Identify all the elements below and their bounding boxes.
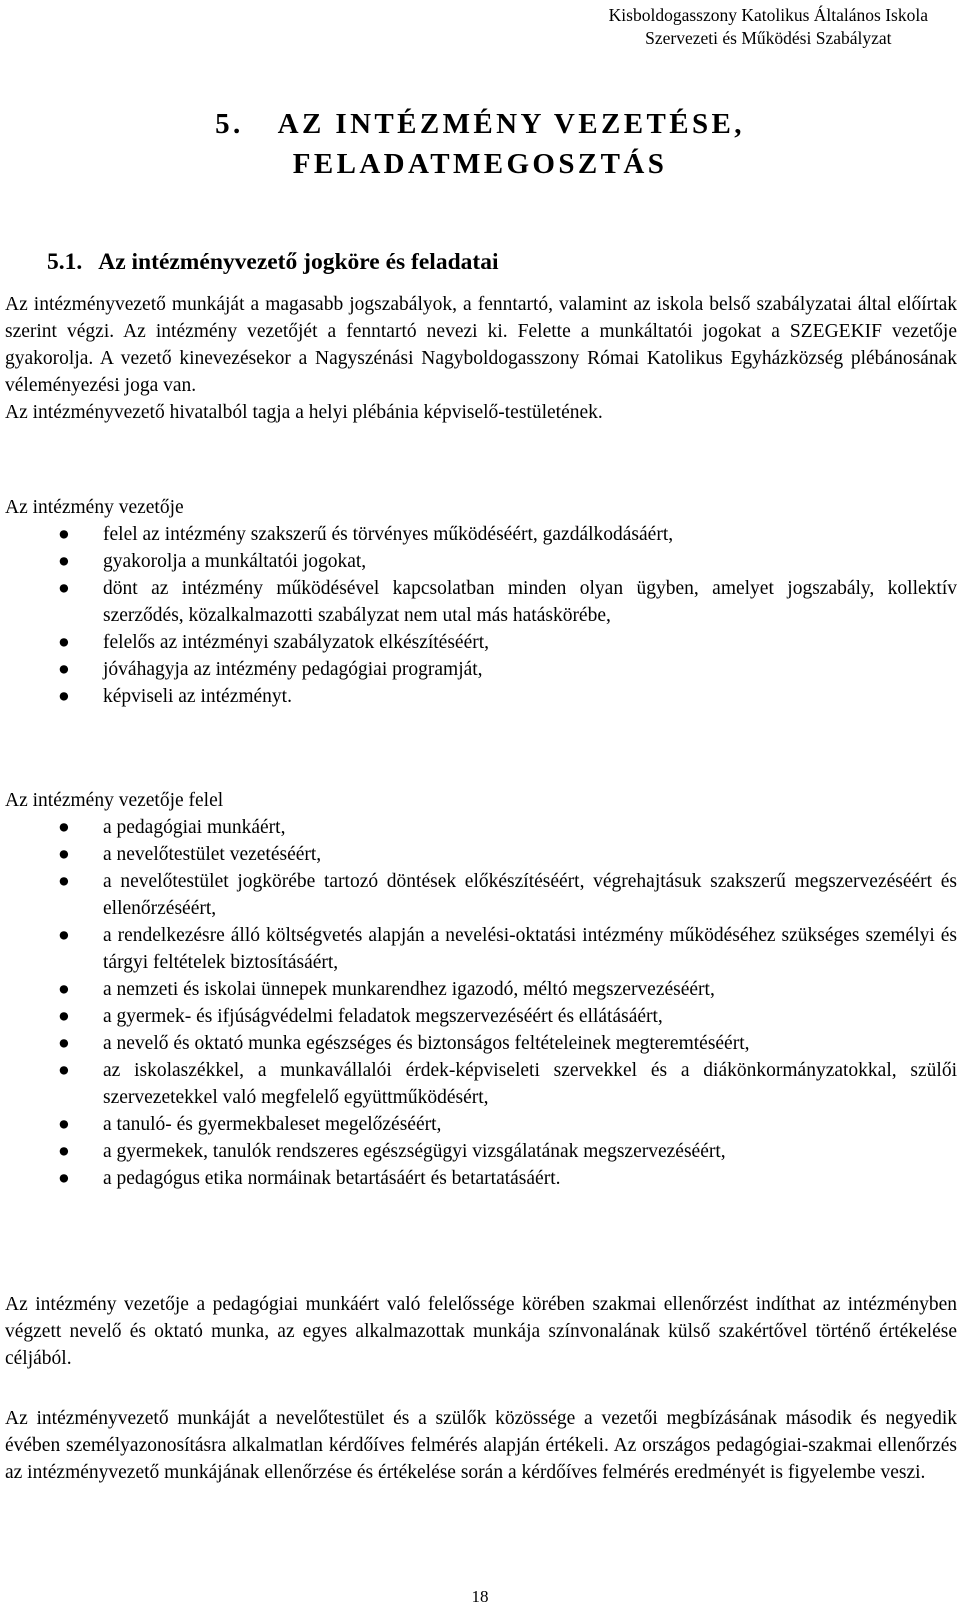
list-item: ● felel az intézmény szakszerű és törvényes működéséért, gazdálkodásáért, (5, 521, 957, 548)
bullet-icon: ● (58, 871, 70, 892)
intro-block (5, 291, 957, 426)
list-item: ● a nevelőtestület jogkörébe tartozó döntések előkészítéséért, végrehajtásuk szakszerű megszervezéséért és ellenőrzéséért, (5, 868, 957, 922)
bullet-icon: ● (58, 524, 70, 545)
list-item: ● a nemzeti és iskolai ünnepek munkarendhez igazodó, méltó megszervezéséért, (5, 976, 957, 1003)
list-item: ● jóváhagyja az intézmény pedagógiai programját, (5, 656, 957, 683)
bullet-icon: ● (58, 817, 70, 838)
list-item: ● gyakorolja a munkáltatói jogokat, (5, 548, 957, 575)
chapter-title (0, 104, 960, 184)
list-item: ● dönt az intézmény működésével kapcsolatban minden olyan ügyben, amelyet jogszabály, kollektív szerződés, közalkalmazotti szabályzat nem utal más hatáskörébe, (5, 575, 957, 629)
intro-paragraph-2: Az intézményvezető hivatalból tagja a helyi plébánia képviselő-testületének. (5, 402, 603, 423)
chapter-title-line2: FELADATMEGOSZTÁS (292, 148, 668, 180)
bullet-icon: ● (58, 979, 70, 1000)
list-item: ● a tanuló- és gyermekbaleset megelőzéséért, (5, 1111, 957, 1138)
bullet-icon: ● (58, 659, 70, 680)
bullet-icon: ● (58, 1033, 70, 1054)
bullet-icon: ● (58, 1114, 70, 1135)
chapter-title-line1: AZ INTÉZMÉNY VEZETÉSE, (277, 108, 745, 140)
list-item: ● a gyermek- és ifjúságvédelmi feladatok megszervezéséért és ellátásáért, (5, 1003, 957, 1030)
list2 (5, 814, 957, 1192)
list-item: ● képviseli az intézményt. (5, 683, 957, 710)
paragraph-4: Az intézményvezető munkáját a nevelőtestület és a szülők közössége a vezetői megbízásának második és negyedik évében személyazonosításra alkalmatlan kérdőíves felmérés alapján értékeli. Az országos pedagógiai-szakmai ellenőrzés az intézményvezető munkájának ellenőrzése és értékelése során a kérdőíves felmérés eredményét is figyelembe veszi. (5, 1408, 957, 1483)
section-title (47, 247, 499, 277)
list2-intro: Az intézmény vezetője felel (5, 790, 224, 811)
bullet-icon: ● (58, 632, 70, 653)
bullet-icon: ● (58, 578, 70, 599)
list-item: ● az iskolaszékkel, a munkavállalói érdek-képviseleti szervekkel és a diákönkormányzatokkal, szülői szervezetekkel való megfelelő együttműködésért, (5, 1057, 957, 1111)
list-item: ● felelős az intézményi szabályzatok elkészítéséért, (5, 629, 957, 656)
list1 (5, 521, 957, 710)
list-item: ● a nevelőtestület vezetéséért, (5, 841, 957, 868)
list-item: ● a pedagógiai munkáért, (5, 814, 957, 841)
bullet-icon: ● (58, 686, 70, 707)
paragraph-4-block (5, 1405, 957, 1486)
list1-block (5, 494, 957, 710)
section-title-text: Az intézményvezető jogköre és feladatai (98, 249, 499, 275)
bullet-icon: ● (58, 551, 70, 572)
list-item: ● a pedagógus etika normáinak betartásáért és betartatásáért. (5, 1165, 957, 1192)
page-number: 18 (471, 1587, 489, 1606)
bullet-icon: ● (58, 844, 70, 865)
bullet-icon: ● (58, 1141, 70, 1162)
intro-paragraph-1: Az intézményvezető munkáját a magasabb jogszabályok, a fenntartó, valamint az iskola belső szabályzatai által előírtak szerint végzi. Az intézmény vezetőjét a fenntartó nevezi ki. Felette a munkáltatói jogokat a SZEGEKIF vezetője gyakorolja. A vezető kinevezésekor a Nagyszénási Nagyboldogasszony Római Katolikus Egyházközség plébánosának véleményezési joga van. (5, 294, 957, 396)
chapter-number: 5. (215, 108, 244, 140)
header-school-name: Kisboldogasszony Katolikus Általános Iskola (608, 5, 928, 25)
paragraph-3: Az intézmény vezetője a pedagógiai munkáért való felelőssége körében szakmai ellenőrzést indíthat az intézményben végzett nevelő és oktató munka, az egyes alkalmazottak munkája színvonalának külső szakértővel történő értékelése céljából. (5, 1294, 957, 1369)
list1-intro: Az intézmény vezetője (5, 497, 184, 518)
bullet-icon: ● (58, 925, 70, 946)
paragraph-3-block (5, 1291, 957, 1372)
bullet-icon: ● (58, 1168, 70, 1189)
list-item: ● a nevelő és oktató munka egészséges és biztonságos feltételeinek megteremtéséért, (5, 1030, 957, 1057)
section-number: 5.1. (47, 249, 83, 275)
list-item: ● a gyermekek, tanulók rendszeres egészségügyi vizsgálatának megszervezéséért, (5, 1138, 957, 1165)
header-document-name: Szervezeti és Működési Szabályzat (645, 28, 892, 48)
bullet-icon: ● (58, 1006, 70, 1027)
bullet-icon: ● (58, 1060, 70, 1081)
list-item: ● a rendelkezésre álló költségvetés alapján a nevelési-oktatási intézmény működéséhez szükséges személyi és tárgyi feltételek biztosításáért, (5, 922, 957, 976)
page-header (609, 4, 928, 50)
list2-block (5, 787, 957, 1192)
